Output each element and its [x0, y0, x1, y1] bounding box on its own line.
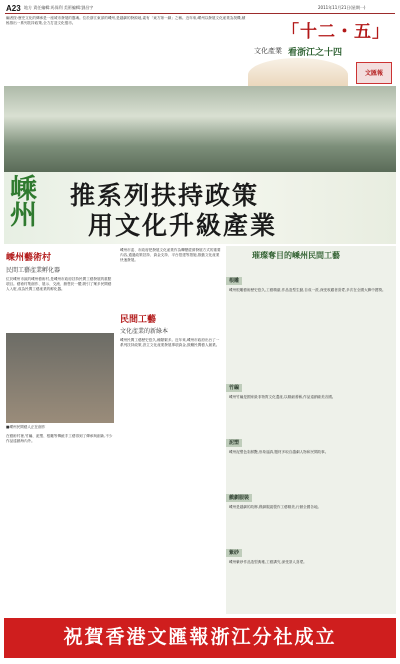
newspaper-logo	[356, 62, 392, 84]
sidebar-section	[226, 267, 396, 350]
sidebar-title: 璀璨奪目的嵊州民間工藝	[252, 251, 340, 260]
sidebar-section	[226, 539, 396, 588]
artisan-caption: ■嵊州民間藝人正在創作	[6, 425, 46, 429]
middle-lead: 嵊州市委、市政府把發展文化產業作為轉變經濟發展方式的重要內容,通過政策扶持、資金支持、平台搭建等措施,推動文化產業快速發展。	[120, 248, 221, 262]
page-number: A23	[6, 4, 21, 13]
middle-body: 嵊州民間工藝歷史悠久,種類繁多。近年來,嵊州市政府出台了一系列扶持政策,設立文化產業發展專項資金,鼓勵民間藝人創業。	[120, 338, 220, 347]
page-date: 2011年11月21日(星期一)	[318, 5, 366, 10]
section-text-zisha: 嵊州紫砂作品造型典雅,工藝講究,深受茶人喜愛。	[229, 560, 307, 564]
section-label-bamboo: 竹編	[226, 384, 242, 392]
left-body-1: 位於嵊州市區的嵊州藝術村,是嵊州市政府扶持民間工藝發展的重點項目。藝術村集創作、展示、交流、銷售於一體,吸引了眾多民間藝人入駐,成為民間工藝產業的孵化器。	[6, 277, 112, 291]
sidebar-section	[226, 484, 396, 533]
section-text-clay: 嵊州泥塑色彩鮮艷,形象逼真,題材多取自越劇人物和民間故事。	[229, 450, 329, 454]
left-column	[6, 246, 114, 614]
artisan-photo	[6, 333, 114, 423]
sidebar	[226, 246, 396, 614]
section-label-costume: 戲劇服裝	[226, 494, 252, 502]
section-label-zisha: 紫砂	[226, 549, 242, 557]
section-text-root-carving: 嵊州根雕藝術歷史悠久,工藝精湛,作品造型生動,自成一派,深受收藏者喜愛,多次在全國大賽中獲獎。	[229, 288, 386, 292]
left-subtitle: 民間工藝產業孵化器	[6, 267, 61, 274]
middle-title: 民間工藝	[120, 314, 157, 324]
headline-place: 嵊州	[10, 174, 37, 230]
masthead-kicker: 文化產業	[254, 47, 282, 55]
page-meta: 地方 責任編輯:馬保利 美術編輯:劉昌宇	[24, 5, 94, 10]
masthead	[248, 14, 396, 94]
landscape-photo	[4, 86, 396, 172]
middle-column	[120, 246, 222, 614]
masthead-subtitle: 看浙江之十四	[288, 47, 343, 57]
logo-text: 文匯報	[364, 70, 383, 77]
section-label-root-carving: 根雕	[226, 277, 242, 285]
headline-line1: 推系列扶持政策	[70, 183, 260, 210]
bottom-banner: 祝賀香港文匯報浙江分社成立	[4, 618, 396, 658]
section-text-costume: 嵊州是越劇的故鄉,戲劇服裝製作工藝精美,行銷全國各地。	[229, 505, 322, 509]
left-body-2: 在藝術村裡,竹編、泥塑、根雕等傳統手工藝得到了傳承與創新,不少作品遠銷海內外。	[6, 434, 113, 443]
sidebar-section	[226, 429, 396, 478]
middle-subtitle: 文化產業的新綠本	[120, 328, 169, 335]
section-label-clay: 泥塑	[226, 439, 242, 447]
left-title: 嵊州藝術村	[6, 252, 52, 262]
headline-line2: 用文化升級產業	[88, 213, 278, 240]
sidebar-section	[226, 374, 396, 423]
section-text-bamboo: 嵊州竹編是國家級非物質文化遺產,以精細著稱,作品遠銷歐美各國。	[229, 395, 336, 399]
lead-paragraph: 編者按:歷史文化的傳承是一座城市發展的靈魂。位於浙江東部的嵊州,是越劇的發源地,素有「東方第一劇」之稱。近年來,嵊州以發展文化產業為契機,積極推出一系列扶持政策,全力打造文化強市。	[6, 16, 246, 25]
headline-banner	[4, 172, 396, 244]
series-badge: 「十二・五」	[282, 22, 390, 41]
